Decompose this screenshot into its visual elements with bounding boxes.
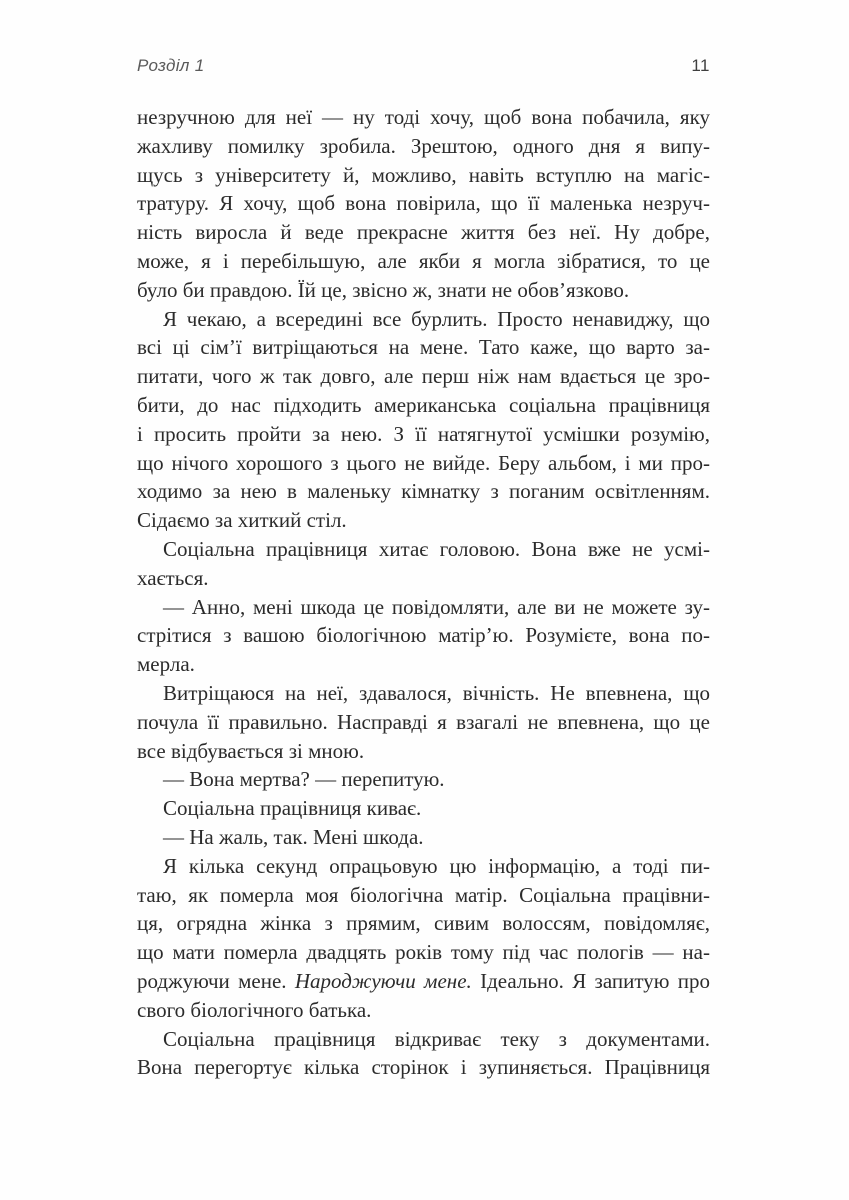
chapter-title: Розділ 1 (137, 56, 205, 75)
text-line: Я чекаю, а всередині все бурлить. Просто ненавиджу, що (163, 306, 710, 331)
paragraph (137, 103, 710, 305)
text-line: ність виросла й веде прекрасне життя без неї. Ну добре, (137, 220, 710, 245)
paragraph (137, 1025, 710, 1083)
text-line: таю, як померла моя біологічна матір. Соціальна працівни- (137, 882, 710, 907)
text-line: що мати померла двадцять років тому під час пологів — на- (137, 940, 710, 965)
text-line: свого біологічного батька. (137, 997, 372, 1022)
paragraph (137, 823, 710, 852)
text-line: — На жаль, так. Мені шкода. (163, 824, 424, 849)
text-line: — Анно, мені шкода це повідомляти, але ви не можете зу- (163, 594, 710, 619)
text-line: Витріщаюся на неї, здавалося, вічність. Не впевнена, що (163, 680, 710, 705)
text-line: — Вона мертва? — перепитую. (163, 767, 445, 792)
text-line: все відбувається зі мною. (137, 738, 365, 763)
text-line: тратуру. Я хочу, щоб вона повірила, що її маленька незруч- (137, 191, 710, 216)
text-line: мерла. (137, 652, 195, 677)
text-line: бити, до нас підходить американська соціальна працівниця (137, 392, 710, 417)
paragraph (137, 679, 710, 765)
text-line: питати, чого ж так довго, але перш ніж нам вдається це зро- (137, 364, 710, 389)
text-line: і просить пройти за нею. З її натягнутої усмішки розумію, (137, 421, 710, 446)
paragraph (137, 765, 710, 794)
text-line: ходимо за нею в маленьку кімнатку з поганим освітленням. (137, 479, 710, 504)
paragraph (137, 535, 710, 593)
paragraph (137, 593, 710, 679)
paragraph (137, 794, 710, 823)
running-header (137, 56, 710, 76)
paragraph (137, 852, 710, 1025)
text-line: Соціальна працівниця хитає головою. Вона вже не усмі- (163, 536, 710, 561)
text-line: жахливу помилку зробила. Зрештою, одного дня я випу- (137, 133, 710, 158)
text-line: хається. (137, 565, 209, 590)
text-line: всі ці сім’ї витріщаються на мене. Тато каже, що варто за- (137, 335, 710, 360)
text-line: може, я і перебільшую, але якби я могла зібратися, то це (137, 248, 710, 273)
text-line: роджуючи мене. Народжуючи мене. Ідеально. Я запитую про (137, 968, 710, 993)
paragraph (137, 305, 710, 535)
text-line: стрітися з вашою біологічною матір’ю. Розумієте, вона по- (137, 623, 710, 648)
text-line: Сідаємо за хиткий стіл. (137, 508, 347, 533)
text-line: Я кілька секунд опрацьовую цю інформацію, а тоді пи- (163, 853, 710, 878)
page-number: 11 (691, 56, 710, 75)
text-line: щусь з університету й, можливо, навіть вступлю на магіс- (137, 162, 710, 187)
text-line: незручною для неї — ну тоді хочу, щоб вона побачила, яку (137, 105, 710, 129)
text-line: Соціальна працівниця відкриває теку з документами. (163, 1026, 710, 1051)
text-line: почула її правильно. Насправді я взагалі не впевнена, що це (137, 709, 710, 734)
text-line: що нічого хорошого з цього не вийде. Беру альбом, і ми про- (137, 450, 710, 475)
page-body (137, 103, 710, 1082)
text-line: Вона перегортує кілька сторінок і зупиняється. Працівниця (137, 1055, 710, 1080)
text-line: Соціальна працівниця киває. (163, 796, 422, 821)
text-line: ця, огрядна жінка з прямим, сивим волоссям, повідомляє, (137, 911, 710, 936)
text-line: було би правдою. Їй це, звісно ж, знати не обов’язково. (137, 277, 630, 302)
